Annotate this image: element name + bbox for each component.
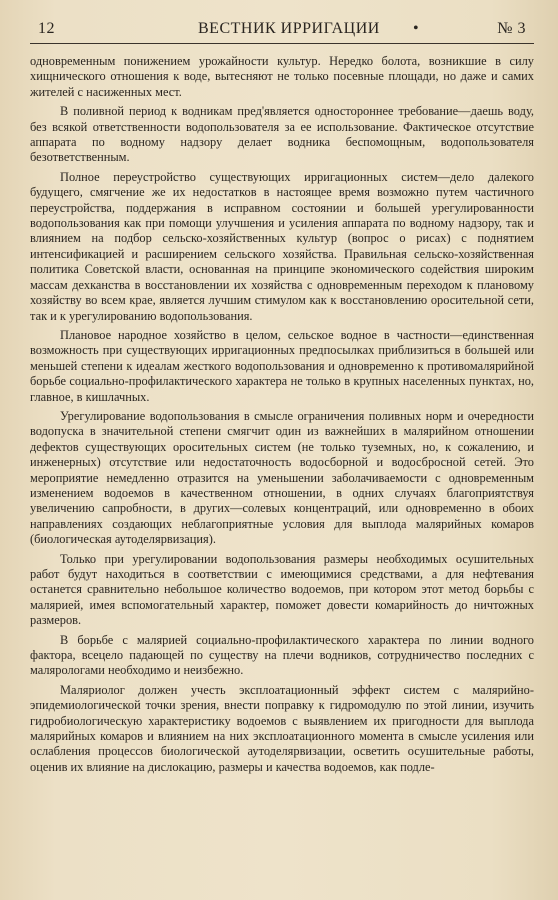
- issue-number: № 3: [497, 20, 526, 37]
- header-separator: •: [413, 20, 420, 37]
- article-body: [30, 54, 534, 775]
- page-number: 12: [38, 20, 55, 37]
- paragraph-5: Урегулирование водопользования в смысле ограничения поливных норм и очередности водопуска в значительной степени смягчит один из важнейших в малярийном отношении дефектов существующих оросительных систем (не только туземных, но, к сожалению, и инженерных) отсутствие или недостаточность водосборной и водосбросной сетей. Это мероприятие немедленно отразится на уменьшении заболачиваемости с одновременным изменением водоемов в качественном отношении, в одних случаях благоприятствуя увеличению сапробности, в других—солевых концентраций, или одновременно в обоих направлениях создающих неблагоприятные условия для выплода малярийных комаров (биологическая аутоделярвизация).: [30, 408, 534, 547]
- journal-title: ВЕСТНИК ИРРИГАЦИИ: [198, 20, 380, 37]
- paragraph-2: В поливной период к водникам пред'является одностороннее требование—дaешь воду, без всякой ответственности водопользователя за ее использование. Фактическое отсутствие аппарата по водному надзору делает водника беспомощным, водопользователя безответственным.: [30, 104, 534, 165]
- paragraph-3: Полное переустройство существующих ирригационных систем—дело далекого будущего, смягчение же их недостатков в настоящее время возможно путем частичного переустройства, поддержания в исправном состоянии и большей урегулированности водопользования как при помощи улучшения и усиления аппарата по водному надзору, так и влиянием на подбор сельско-хозяйственных культур (вопрос о рисах) с поднятием интенсификацией и расширением сельского хозяйства. Правильная сельско-хозяйственная политика Советской власти, основанная на принципе экономического содействия широким массам дехканства в восстановлении их хозяйства с одновременным переходом к плановому хозяйству во всем крае, является лучшим стимулом как к восстановлению оросительной сети, так и к урегулированию водопользования.: [30, 169, 534, 323]
- header-rule: [30, 43, 534, 44]
- paragraph-1: одновременным понижением урожайности культур. Нередко болота, возникшие в силу хищнического отношения к воде, вытесняют не только посевные площади, но даже и самих жителей с насиженных мест.: [30, 54, 534, 99]
- paragraph-6: Только при урегулировании водопользования размеры необходимых осушительных работ будут находиться в соответствии с имеющимися средствами, а для нефтевания останется сравнительно небольшое количество водоемов, при котором этот метод борьбы с малярией, имея вспомогательный характер, поможет довести комарийность до ничтожных размеров.: [30, 551, 534, 628]
- paragraph-7: В борьбе с малярией социально-профилактического характера по линии водного фактора, всецело падающей по существу на плечи водников, сотрудничество последних с малярологами необходимо и неизбежно.: [30, 632, 534, 678]
- paragraph-8: Маляриолог должен учесть эксплоатационный эффект систем с малярийно-эпидемиологической точки зрения, внести поправку к гидромодулю по этой линии, изучить гидробиологическую характеристику водоемов с выявлением их пригодности для выплода малярийных комаров и влиянием на них эксплоатационного момента в смысле усиления или ослабления процессов биологической аутоделярвизации, осветить осушительные работы, оценив их влияние на дислокацию, размеры и качества водоемов, как подле-: [30, 682, 534, 774]
- paragraph-4: Плановое народное хозяйство в целом, сельское водное в частности—единственная возможность при существующих ирригационных предпосылках приблизиться в большей или меньшей степени к идеалам жесткого водопользования и одновременно к противомалярийной борьбе социально-профилактического характера не только в крупных населенных пунктах, но, главное, в кишлачных.: [30, 327, 534, 404]
- page-header: [30, 16, 534, 46]
